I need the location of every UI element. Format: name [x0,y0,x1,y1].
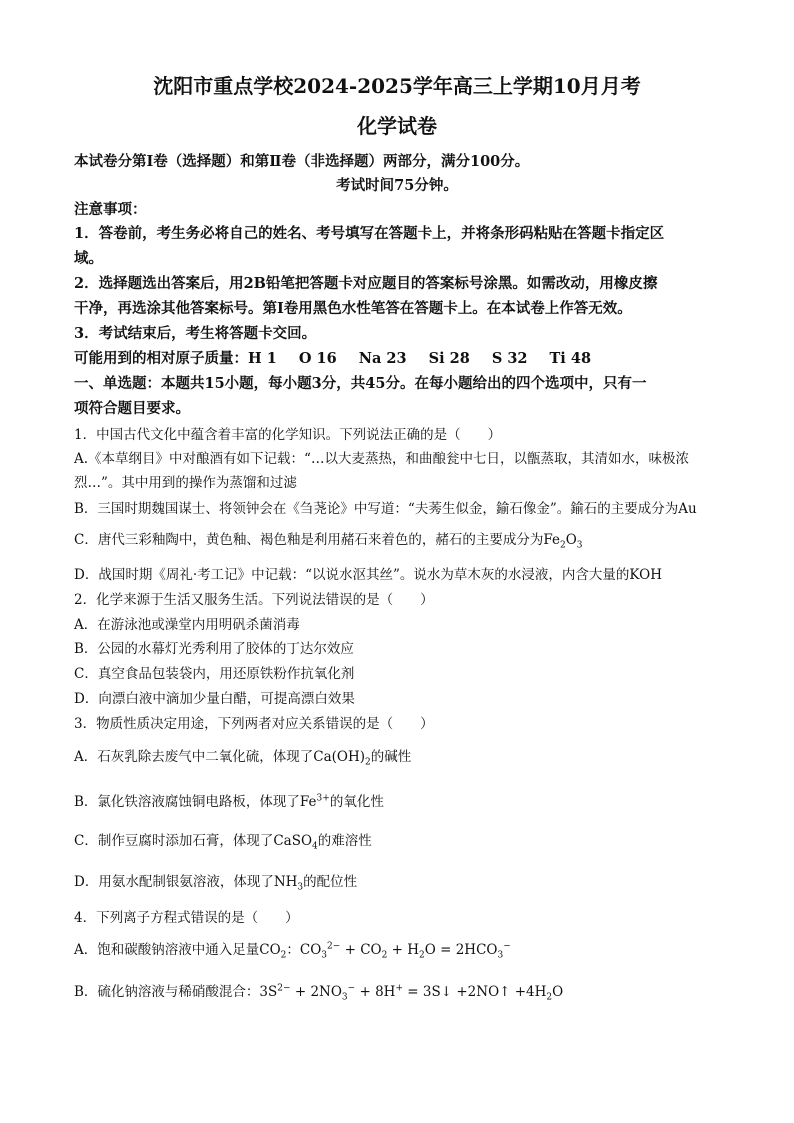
eq-part: + 8H [355,984,396,1000]
atomic-mass-s: S 32 [491,350,528,367]
q1-option-b: B．三国时期魏国谋士、将领钟会在《刍荛论》中写道：“夫莠生似金，鍮石像金”。鍮石的主要成分为Au [74,501,697,517]
q2-option-b: B．公园的水幕灯光秀利用了胶体的丁达尔效应 [74,641,354,657]
atomic-mass-o: O 16 [298,350,337,367]
exam-title: 沈阳市重点学校2024-2025学年高三上学期10月月考 [153,74,641,98]
q3-option-c-suffix: 的难溶性 [317,833,372,849]
note-2-line-1: 2．选择题选出答案后，用2B铅笔把答题卡对应题目的答案标号涂黑。如需改动，用橡皮擦 [74,275,658,292]
q2-option-a: A．在游泳池或澡堂内用明矾杀菌消毒 [74,617,300,633]
superscript: − [347,983,356,994]
q4-option-b [74,980,564,1003]
superscript: 3+ [316,793,330,804]
atomic-mass-ti: Ti 48 [549,350,592,367]
q3-option-c [74,829,372,852]
atomic-mass-na: Na 23 [358,350,407,367]
subscript: 2 [559,540,566,551]
eq-part: + CO [340,942,382,958]
eq-part: 3S [259,984,278,1000]
note-1-line-1: 1．答卷前，考生务必将自己的姓名、考号填写在答题卡上，并将条形码粘贴在答题卡指定区 [74,225,665,242]
subscript: 3 [321,950,328,961]
subscript: 2 [419,950,425,961]
atomic-mass-label: 可能用到的相对原子质量： [74,350,248,367]
superscript: − [503,941,511,952]
q4-option-a-equation [299,941,511,961]
q3-option-a-text: A．石灰乳除去废气中二氧化硫，体现了 [74,749,314,765]
note-2-line-2: 干净，再选涂其他答案标号。第Ⅰ卷用黑色水性笔答在答题卡上。在本试卷上作答无效。 [74,300,632,317]
q1-option-a-line-1: A.《本草纲目》中对酿酒有如下记载：“…以大麦蒸热，和曲酿瓮中七日，以甑蒸取，其清如水，味极浓 [74,451,689,467]
notes-heading: 注意事项： [74,201,147,218]
formula: Fe [543,532,560,548]
subscript: 3 [341,992,348,1003]
subscript: 2 [365,757,371,768]
eq-part: CO [299,942,322,958]
q4-option-b-equation [259,983,564,1003]
subscript: 2 [280,950,287,961]
q1-option-d: D．战国时期《周礼·考工记》中记载：“以说水沤其丝”。说水为草木灰的水浸液，内含大量的KOH [74,567,662,583]
eq-part: O = 2HCO [424,942,498,958]
eq-part: + H [387,942,420,958]
colon: ： [286,942,300,958]
eq-part: + 2NO [290,984,342,1000]
superscript: 2− [327,941,341,952]
q4-stem: 4．下列离子方程式错误的是（ ） [74,910,299,926]
q3-option-d-text: D．用氨水配制银氨溶液，体现了 [74,874,274,890]
superscript: + [395,983,404,994]
q3-stem: 3．物质性质决定用途，下列两者对应关系错误的是（ ） [74,716,434,732]
section-1-line-1: 一、单选题：本题共15小题，每小题3分，共45分。在每小题给出的四个选项中，只有一 [74,375,647,392]
q3-option-b [74,790,384,810]
subscript: 3 [576,540,583,551]
q1-option-c-text: C．唐代三彩釉陶中，黄色釉、褐色釉是利用赭石来着色的，赭石的主要成分为 [74,532,544,548]
formula: CaSO [273,833,313,849]
q3-option-a [74,745,412,768]
q2-stem: 2．化学来源于生活又服务生活。下列说法错误的是（ ） [74,592,434,608]
q1-stem: 1．中国古代文化中蕴含着丰富的化学知识。下列说法正确的是（ ） [74,427,502,443]
q3-option-b-text: B．氯化铁溶液腐蚀铜电路板，体现了 [74,794,300,810]
subscript: 4 [312,841,318,852]
subscript: 2 [546,992,553,1003]
superscript: 2− [277,983,291,994]
intro-line-2: 考试时间75分钟。 [336,177,458,194]
formula: Ca(OH) [313,749,366,765]
q3-option-b-suffix: 的氧化性 [329,794,384,810]
q2-option-d: D．向漂白液中滴加少量白醋，可提高漂白效果 [74,691,355,707]
eq-part: = 3S↓ +2NO↑ +4H [403,984,547,1000]
eq-part: O [552,984,564,1000]
q3-option-a-suffix: 的碱性 [370,749,412,765]
subscript: 2 [381,950,388,961]
formula: Fe [299,794,317,810]
section-1-line-2: 项符合题目要求。 [74,400,190,417]
q4-option-b-text: B．硫化钠溶液与稀硝酸混合： [74,984,260,1000]
q3-option-d-suffix: 的配位性 [303,874,358,890]
q4-option-a-text: A．饱和碳酸钠溶液中通入足量CO [74,942,281,958]
subscript: 3 [497,950,504,961]
atomic-mass-si: Si 28 [428,350,470,367]
q3-option-d [74,870,358,893]
q4-option-a [74,938,511,961]
intro-line-1: 本试卷分第Ⅰ卷（选择题）和第Ⅱ卷（非选择题）两部分，满分100分。 [74,153,530,170]
atomic-mass-h: H 1 [248,350,277,367]
q1-option-c [74,528,583,551]
note-1-line-2: 域。 [74,250,103,267]
atomic-mass-line [74,347,591,368]
formula: NH [273,874,298,890]
exam-subtitle: 化学试卷 [357,114,437,138]
note-3: 3．考试结束后，考生将答题卡交回。 [74,325,317,342]
q1-option-a-line-2: 烈…”。其中用到的操作为蒸馏和过滤 [74,475,297,491]
q3-option-c-text: C．制作豆腐时添加石膏，体现了 [74,833,274,849]
formula: O [565,532,577,548]
q2-option-c: C．真空食品包装袋内，用还原铁粉作抗氧化剂 [74,666,355,682]
subscript: 3 [297,882,304,893]
